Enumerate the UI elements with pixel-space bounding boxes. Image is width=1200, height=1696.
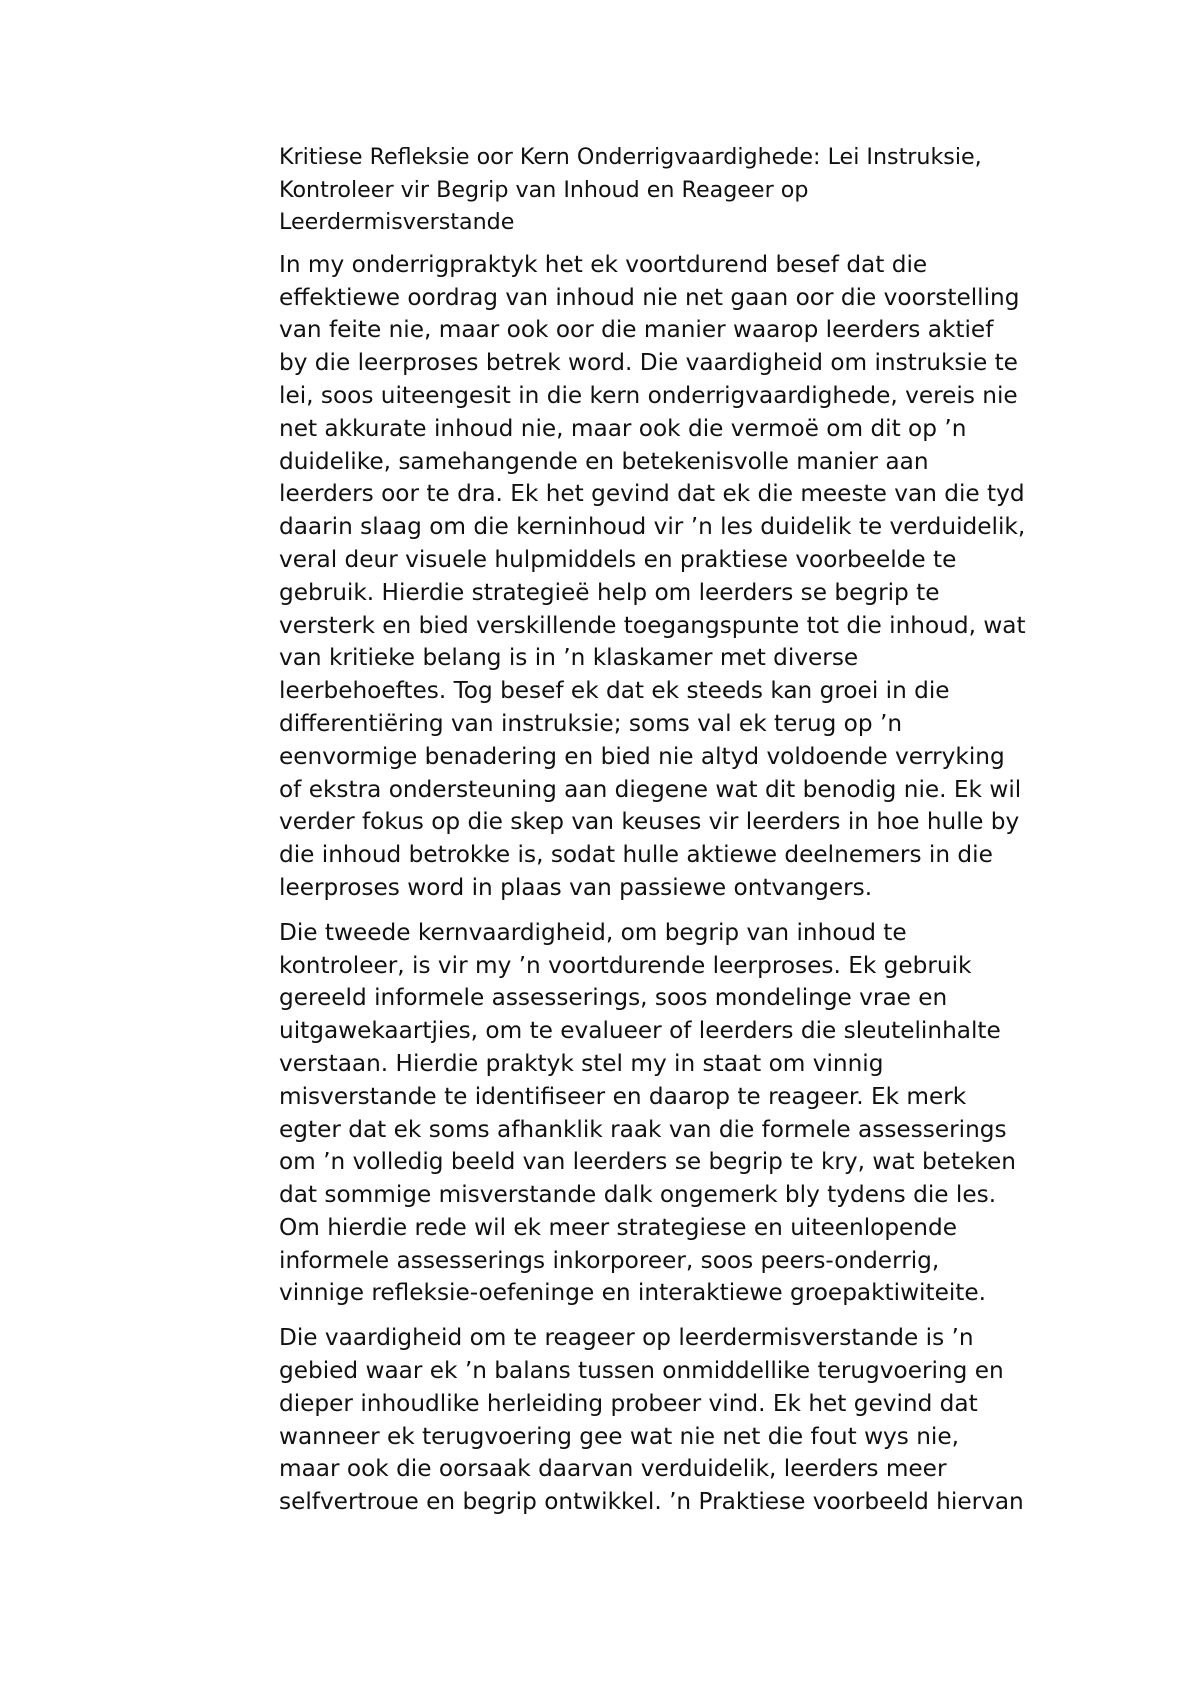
text-line: verstaan. Hierdie praktyk stel my in staat om vinnig <box>279 1049 884 1077</box>
text-line: verder fokus op die skep van keuses vir leerders in hoe hulle by <box>279 808 1020 836</box>
text-line: gebied waar ek ’n balans tussen onmiddellike terugvoering en <box>279 1357 1004 1385</box>
text-line: informele assesserings inkorporeer, soos peers-onderrig, <box>279 1246 940 1274</box>
text-line: gebruik. Hierdie strategieë help om leerders se begrip te <box>279 578 940 606</box>
text-line: leerproses word in plaas van passiewe ontvangers. <box>279 873 873 901</box>
paragraph-2 <box>279 917 1079 1311</box>
text-line: van feite nie, maar ook oor die manier waarop leerders aktief <box>279 316 994 344</box>
text-line: versterk en bied verskillende toegangspunte tot die inhoud, wat <box>279 611 1026 639</box>
text-line: daarin slaag om die kerninhoud vir ’n les duidelik te verduidelik, <box>279 513 1026 541</box>
title-line: Kritiese Refleksie oor Kern Onderrigvaardighede: Lei Instruksie, <box>279 144 982 170</box>
text-line: om ’n volledig beeld van leerders se begrip te kry, wat beteken <box>279 1148 1016 1176</box>
document-body <box>279 141 1079 1531</box>
text-line: by die leerproses betrek word. Die vaardigheid om instruksie te <box>279 349 1018 377</box>
text-line: kontroleer, is vir my ’n voortdurende leerproses. Ek gebruik <box>279 951 972 979</box>
text-line: leerders oor te dra. Ek het gevind dat ek die meeste van die tyd <box>279 480 1025 508</box>
document-title <box>279 141 1079 239</box>
text-line: lei, soos uiteengesit in die kern onderrigvaardighede, vereis nie <box>279 381 1018 409</box>
text-line: selfvertroue en begrip ontwikkel. ’n Praktiese voorbeeld hiervan <box>279 1488 1024 1516</box>
text-line: Die tweede kernvaardigheid, om begrip van inhoud te <box>279 918 907 946</box>
title-line: Leerdermisverstande <box>279 209 515 236</box>
text-line: vinnige refleksie-oefeninge en interaktiewe groepaktiwiteite. <box>279 1279 987 1307</box>
text-line: wanneer ek terugvoering gee wat nie net die fout wys nie, <box>279 1422 959 1450</box>
text-line: dieper inhoudlike herleiding probeer vind. Ek het gevind dat <box>279 1389 978 1417</box>
text-line: effektiewe oordrag van inhoud nie net gaan oor die voorstelling <box>279 283 1020 311</box>
text-line: die inhoud betrokke is, sodat hulle aktiewe deelnemers in die <box>279 841 993 869</box>
text-line: In my onderrigpraktyk het ek voortdurend besef dat die <box>279 250 928 278</box>
paragraph-3 <box>279 1322 1079 1519</box>
text-line: maar ook die oorsaak daarvan verduidelik, leerders meer <box>279 1455 947 1483</box>
paragraph-1 <box>279 249 1079 905</box>
text-line: dat sommige misverstande dalk ongemerk bly tydens die les. <box>279 1181 997 1209</box>
text-line: net akkurate inhoud nie, maar ook die vermoë om dit op ’n <box>279 414 967 442</box>
text-line: gereeld informele assesserings, soos mondelinge vrae en <box>279 984 948 1012</box>
title-line: Kontroleer vir Begrip van Inhoud en Reageer op <box>279 176 809 203</box>
text-line: Om hierdie rede wil ek meer strategiese en uiteenlopende <box>279 1213 957 1241</box>
text-line: misverstande te identifiseer en daarop te reageer. Ek merk <box>279 1082 967 1110</box>
text-line: differentiëring van instruksie; soms val ek terug op ’n <box>279 709 903 737</box>
text-line: of ekstra ondersteuning aan diegene wat dit benodig nie. Ek wil <box>279 775 1022 803</box>
text-line: leerbehoeftes. Tog besef ek dat ek steeds kan groei in die <box>279 677 950 705</box>
text-line: eenvormige benadering en bied nie altyd voldoende verryking <box>279 742 1005 770</box>
text-line: van kritieke belang is in ’n klaskamer met diverse <box>279 644 859 672</box>
text-line: Die vaardigheid om te reageer op leerdermisverstande is ’n <box>279 1324 974 1352</box>
text-line: egter dat ek soms afhanklik raak van die formele assesserings <box>279 1115 1007 1143</box>
text-line: veral deur visuele hulpmiddels en praktiese voorbeelde te <box>279 545 957 573</box>
text-line: uitgawekaartjies, om te evalueer of leerders die sleutelinhalte <box>279 1017 1001 1045</box>
text-line: duidelike, samehangende en betekenisvolle manier aan <box>279 447 929 475</box>
